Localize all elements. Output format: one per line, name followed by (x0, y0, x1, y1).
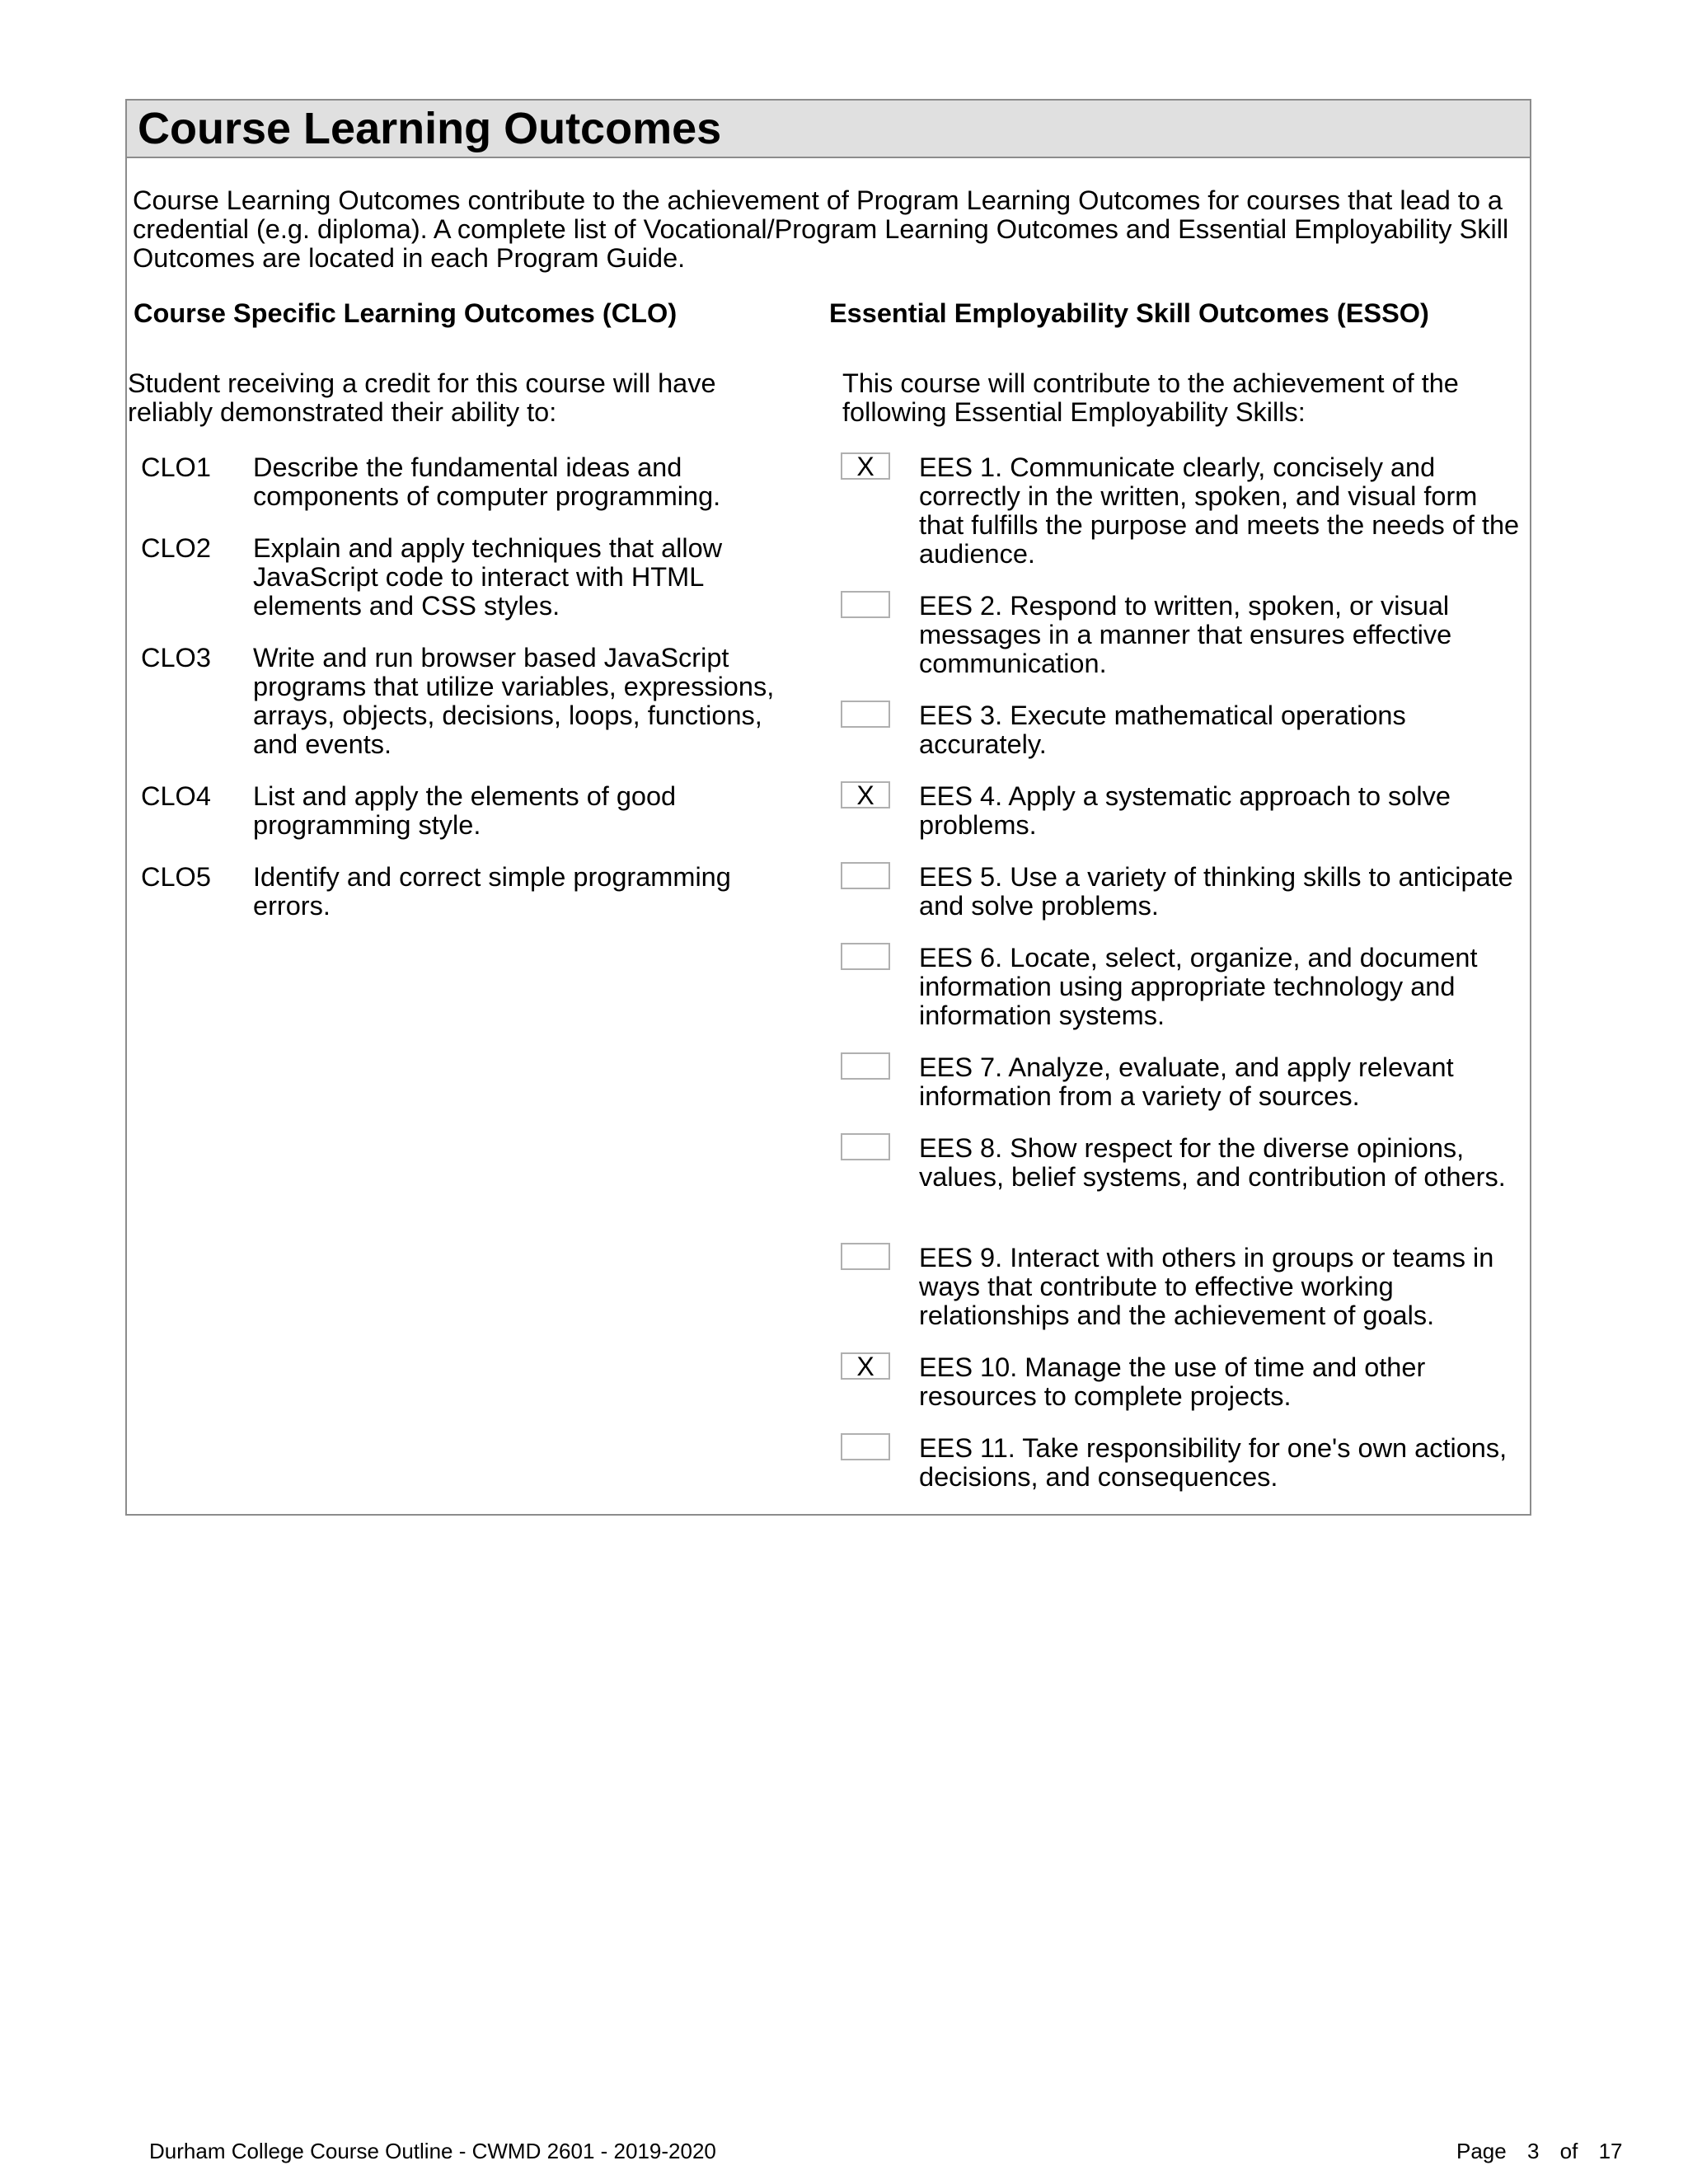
clo-text: Describe the fundamental ideas and components of computer programming. (253, 452, 721, 511)
page-total: 17 (1598, 2139, 1623, 2163)
clo-text: List and apply the elements of good programming style. (253, 781, 677, 840)
clo-text: Explain and apply techniques that allow JavaScript code to interact with HTML elements and CSS styles. (253, 533, 723, 621)
ees-checkbox[interactable] (841, 1052, 890, 1080)
clo-heading: Course Specific Learning Outcomes (CLO) (134, 298, 678, 328)
section-intro: Course Learning Outcomes contribute to the achievement of Program Learning Outcomes for courses that lead to a credential (e.g. diploma). A complete list of Vocational/Program Learning Outcomes and Essential Employability Skill Outcomes are located in each Program Guide. (133, 185, 1509, 273)
page-label: Page (1456, 2139, 1507, 2163)
ees-text: EES 7. Analyze, evaluate, and apply relevant information from a variety of sources. (919, 1052, 1454, 1111)
clo-code: CLO2 (141, 533, 211, 563)
ees-checkbox[interactable]: X (841, 781, 890, 808)
clo-text: Write and run browser based JavaScript programs that utilize variables, expressions, arrays, objects, decisions, loops, functions, and events. (253, 643, 775, 759)
ees-checkbox[interactable] (841, 701, 890, 728)
clo-text: Identify and correct simple programming errors. (253, 862, 731, 921)
ees-text: EES 2. Respond to written, spoken, or visual messages in a manner that ensures effective communication. (919, 591, 1452, 678)
clo-code: CLO4 (141, 781, 211, 811)
ees-text: EES 10. Manage the use of time and other resources to complete projects. (919, 1352, 1426, 1411)
ees-text: EES 4. Apply a systematic approach to solve problems. (919, 781, 1451, 840)
clo-lead-text: Student receiving a credit for this course will have reliably demonstrated their ability to: (128, 368, 716, 427)
ees-text: EES 6. Locate, select, organize, and document information using appropriate technology and information systems. (919, 943, 1478, 1030)
ees-text: EES 1. Communicate clearly, concisely and correctly in the written, spoken, and visual form that fulfills the purpose and meets the needs of the audience. (919, 452, 1520, 569)
ees-checkbox[interactable]: X (841, 1352, 890, 1380)
ees-text: EES 8. Show respect for the diverse opinions, values, belief systems, and contribution of others. (919, 1133, 1506, 1192)
ees-checkbox[interactable] (841, 1243, 890, 1270)
ees-text: EES 3. Execute mathematical operations accurately. (919, 701, 1406, 759)
footer-page-indicator (1456, 2139, 1623, 2163)
clo-code: CLO5 (141, 862, 211, 892)
ees-text: EES 5. Use a variety of thinking skills to anticipate and solve problems. (919, 862, 1513, 921)
ees-text: EES 11. Take responsibility for one's own actions, decisions, and consequences. (919, 1433, 1507, 1492)
section-title: Course Learning Outcomes (138, 104, 722, 153)
page-number: 3 (1526, 2139, 1540, 2163)
ees-checkbox[interactable]: X (841, 452, 890, 480)
ees-checkbox[interactable] (841, 1133, 890, 1160)
ees-checkbox[interactable] (841, 591, 890, 618)
footer-document-title: Durham College Course Outline - CWMD 2601 - 2019-2020 (149, 2139, 716, 2163)
ees-checkbox[interactable] (841, 943, 890, 970)
esso-heading: Essential Employability Skill Outcomes (ESSO) (829, 298, 1429, 328)
ees-text: EES 9. Interact with others in groups or teams in ways that contribute to effective working relationships and the achievement of goals. (919, 1243, 1494, 1330)
ees-checkbox[interactable] (841, 1433, 890, 1460)
clo-code: CLO1 (141, 452, 211, 482)
esso-lead-text: This course will contribute to the achievement of the following Essential Employability Skills: (842, 368, 1459, 427)
clo-code: CLO3 (141, 643, 211, 673)
ees-checkbox[interactable] (841, 862, 890, 889)
of-label: of (1559, 2139, 1578, 2163)
